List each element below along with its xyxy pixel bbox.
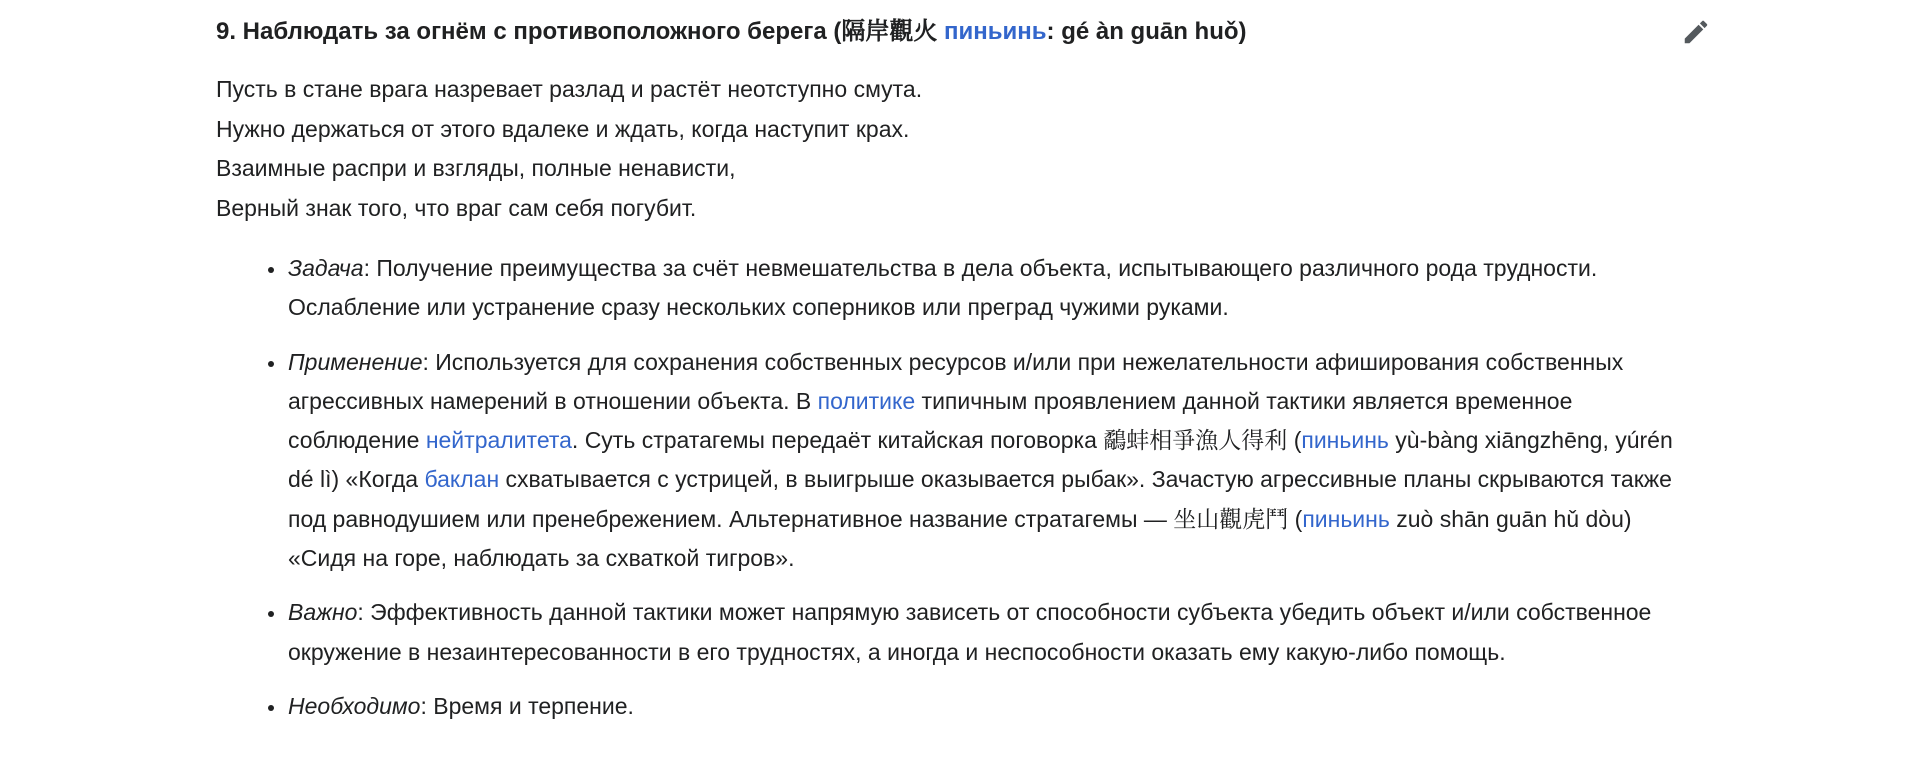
heading-pinyin: : gé àn guān huǒ): [1046, 18, 1247, 45]
poem-line: Пусть в стане врага назревает разлад и растёт неотступно смута.: [216, 76, 923, 102]
item-text: : Получение преимущества за счёт невмешательства в дела объекта, испытывающего различного рода трудности. Ослабление или устранение сразу нескольких соперников или преград чужими руками.: [288, 255, 1598, 321]
item-text: типичным проявлением данной тактики является временное соблюдение: [288, 387, 1573, 454]
article-content: [216, 14, 1716, 741]
list-item-necessary: [288, 687, 1716, 726]
item-text: : Эффективность данной тактики может напрямую зависеть от способности субъекта убедить объект и/или собственное окружение в незаинтересованности в его трудностях, а иногда и неспособности оказать ему какую-либо помощь.: [288, 599, 1652, 665]
term-label: Важно: [288, 599, 358, 626]
section-heading: [216, 14, 1716, 50]
poem-line: Нужно держаться от этого вдалеке и ждать, когда наступит крах.: [216, 115, 910, 142]
item-text: yù-bàng xiāngzhēng, yúrén dé lì) «Когда: [288, 427, 1673, 493]
heading-text: 9. Наблюдать за огнём с противоположного берега (隔岸觀火: [216, 18, 945, 45]
poem-line: Верный знак того, что враг сам себя погубит.: [216, 194, 697, 221]
list-item-application: [288, 343, 1716, 579]
neutrality-link[interactable]: нейтралитета: [425, 427, 572, 454]
list-item-task: [288, 249, 1716, 328]
item-text: . Суть стратагемы передаёт китайская поговорка 鷸蚌相爭漁人得利 (: [571, 427, 1302, 454]
pencil-icon: [1681, 17, 1711, 47]
strategy-details-list: [216, 249, 1716, 726]
poem-line: Взаимные распри и взгляды, полные ненависти,: [216, 155, 736, 181]
edit-section-button[interactable]: [1678, 14, 1714, 50]
poem: [216, 70, 1716, 228]
term-label: Применение: [288, 348, 423, 375]
term-label: Необходимо: [288, 692, 421, 719]
item-text: схватывается с устрицей, в выигрыше оказывается рыбак». Зачастую агрессивные планы скрываются также под равнодушием или пренебрежением. Альтернативное название стратагемы — 坐山觀虎鬥 (: [288, 466, 1672, 532]
pinyin-link[interactable]: пиньинь: [1302, 505, 1390, 532]
politics-link[interactable]: политике: [817, 387, 916, 414]
pinyin-link[interactable]: пиньинь: [944, 18, 1047, 45]
term-label: Задача: [288, 255, 364, 281]
item-text: zuò shān guān hǔ dòu) «Сидя на горе, наблюдать за схваткой тигров».: [288, 505, 1632, 572]
item-text: : Время и терпение.: [420, 692, 634, 719]
list-item-important: [288, 593, 1716, 672]
cormorant-link[interactable]: баклан: [424, 466, 500, 493]
pinyin-link[interactable]: пиньинь: [1301, 427, 1389, 454]
item-text: : Используется для сохранения собственных ресурсов и/или при нежелательности афиширования собственных агрессивных намерений в отношении объекта. В: [288, 348, 1624, 414]
